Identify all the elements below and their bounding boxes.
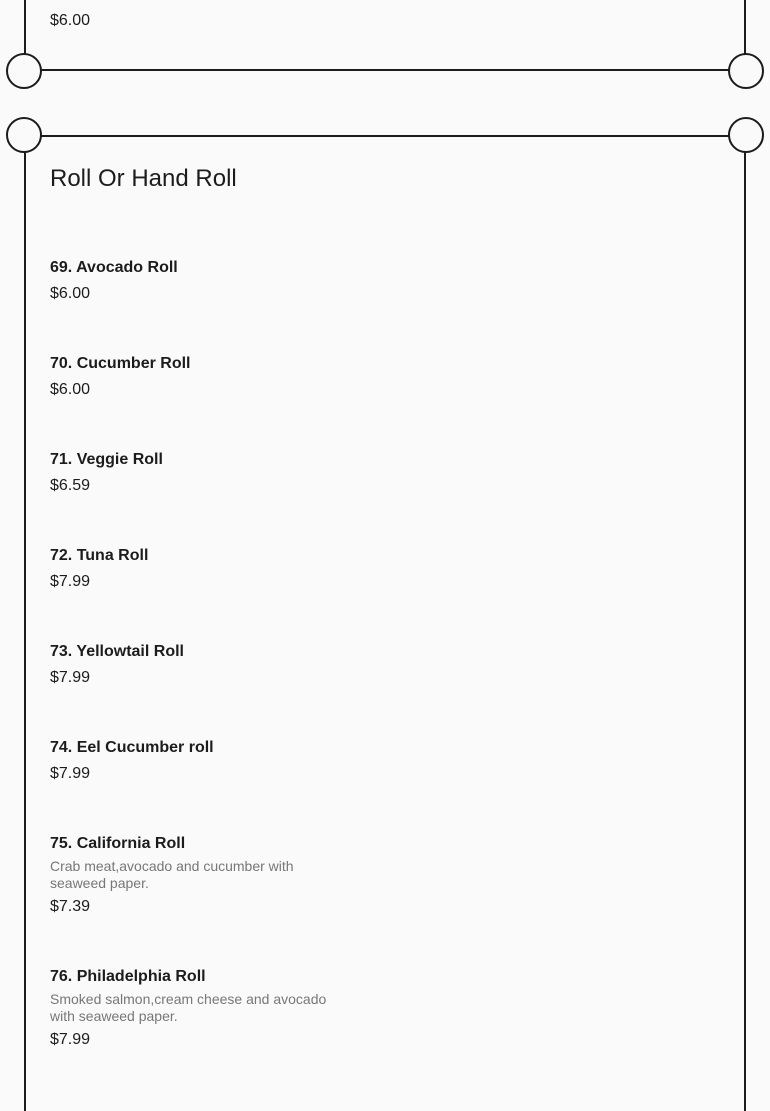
menu-item[interactable] (50, 545, 350, 593)
item-price: $7.39 (50, 898, 91, 915)
card-corner-notch (728, 53, 764, 89)
item-price: $6.00 (50, 285, 91, 302)
item-name[interactable]: 74. Eel Cucumber roll (50, 739, 214, 756)
item-name[interactable]: 70. Cucumber Roll (50, 355, 191, 372)
menu-item[interactable] (50, 833, 350, 918)
item-price: $7.99 (50, 765, 91, 782)
menu-item[interactable] (50, 353, 350, 401)
item-price: $6.00 (50, 381, 91, 398)
menu-item[interactable] (50, 966, 350, 1051)
menu-section-roll-or-hand-roll (24, 135, 746, 1111)
menu-item[interactable] (50, 641, 350, 689)
item-name[interactable]: 75. California Roll (50, 835, 186, 852)
item-name[interactable]: 71. Veggie Roll (50, 451, 163, 468)
card-corner-notch (6, 53, 42, 89)
menu-item[interactable] (50, 737, 350, 785)
item-price: $7.99 (50, 573, 91, 590)
item-name[interactable]: 76. Philadelphia Roll (50, 968, 206, 985)
item-price: $6.00 (50, 12, 91, 29)
item-name[interactable]: 73. Yellowtail Roll (50, 643, 184, 660)
previous-menu-section (24, 0, 746, 71)
section-title: Roll Or Hand Roll (50, 165, 237, 192)
item-description: Crab meat,avocado and cucumber with seaweed paper. (50, 858, 294, 891)
card-corner-notch (6, 117, 42, 153)
card-corner-notch (728, 117, 764, 153)
item-price: $7.99 (50, 669, 91, 686)
menu-item-list (50, 257, 350, 1099)
item-description: Smoked salmon,cream cheese and avocado with seaweed paper. (50, 991, 327, 1024)
menu-item[interactable] (50, 257, 350, 305)
item-price: $7.99 (50, 1031, 91, 1048)
item-name[interactable]: 72. Tuna Roll (50, 547, 149, 564)
item-price: $6.59 (50, 477, 91, 494)
item-name[interactable]: 69. Avocado Roll (50, 259, 178, 276)
menu-item[interactable] (50, 449, 350, 497)
